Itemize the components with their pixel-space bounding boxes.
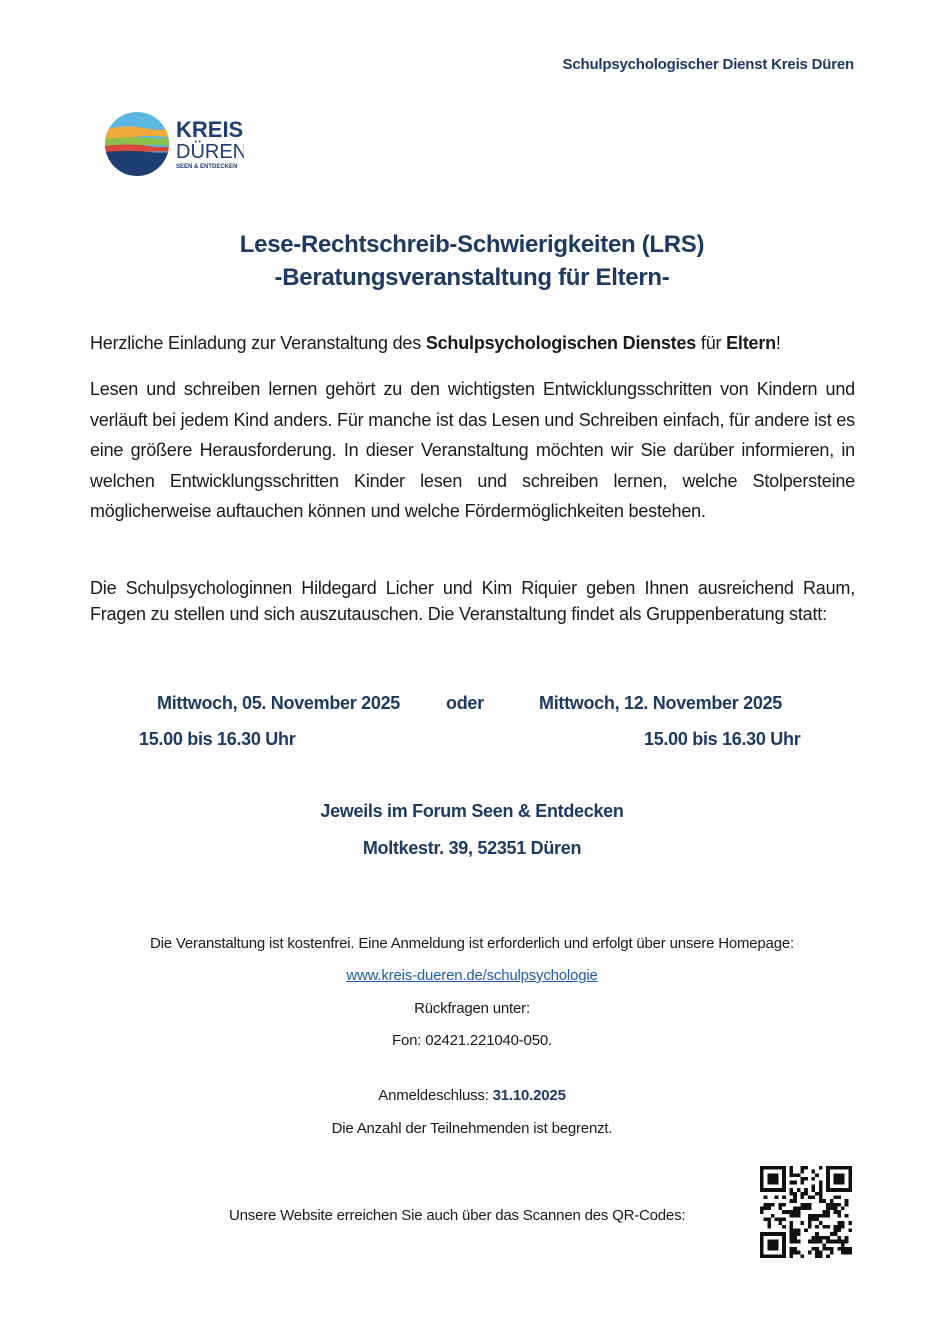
time-option-2: 15.00 bis 16.30 Uhr — [644, 729, 801, 749]
logo-text-line2: DÜREN — [176, 141, 244, 163]
venue-line1: Jeweils im Forum Seen & Entdecken — [320, 801, 624, 821]
venue-address: Moltkestr. 39, 52351 Düren — [362, 838, 582, 858]
registration-deadline — [0, 1087, 944, 1104]
logo-text-line3: SEEN & ENTDECKEN — [176, 164, 238, 170]
qr-caption: Unsere Website erreichen Sie auch über das Scannen des QR-Codes: — [229, 1207, 686, 1224]
title-line2: -Beratungsveranstaltung für Eltern- — [274, 264, 670, 291]
title-line1: Lese-Rechtschreib-Schwierigkeiten (LRS) — [239, 231, 705, 258]
intro-text: Herzliche Einladung zur Veranstaltung des — [90, 333, 426, 353]
speakers-paragraph: Die Schulpsychologinnen Hildegard Licher und Kim Riquier geben Ihnen ausreichend Raum, Fragen zu stellen und sich auszutauschen. Die Veranstaltung findet als Gruppenberatung statt: — [90, 578, 855, 624]
kreis-dueren-logo — [104, 110, 244, 180]
homepage-link[interactable]: www.kreis-dueren.de/schulpsychologie — [346, 967, 598, 984]
date-separator: oder — [446, 693, 484, 713]
intro-text: ! — [775, 333, 781, 353]
questions-label: Rückfragen unter: — [414, 1000, 530, 1017]
intro-bold-service: Schulpsychologischen Dienstes — [425, 333, 697, 353]
description-paragraph: Lesen und schreiben lernen gehört zu den wichtigsten Entwicklungsschritten von Kindern und verläuft bei jedem Kind anders. Für manche ist das Lesen und Schreiben einfach, für andere ist es eine größere Herausforderung. In dieser Veranstaltung möchten wir Sie darüber informieren, in welchen Entwicklungsschritten Kinder lesen und schreiben lernen, welche Stolpersteine möglicherweise auftauchen können und welche Fördermöglichkeiten bestehen. — [90, 379, 855, 521]
intro-paragraph — [90, 328, 855, 359]
page-title — [0, 228, 944, 294]
deadline-date: 31.10.2025 — [492, 1087, 566, 1104]
qr-code-icon[interactable] — [760, 1166, 852, 1258]
date-option-2: Mittwoch, 12. November 2025 — [539, 693, 782, 713]
intro-text: für — [696, 333, 727, 353]
date-option-1: Mittwoch, 05. November 2025 — [157, 693, 400, 713]
deadline-label: Anmeldeschluss: — [378, 1087, 493, 1104]
logo-emblem-icon — [104, 110, 244, 180]
logo-text-line1: KREIS — [176, 117, 244, 142]
intro-bold-parents: Eltern — [726, 333, 776, 353]
registration-info: Die Veranstaltung ist kostenfrei. Eine Anmeldung ist erforderlich und erfolgt über unsere Homepage: — [150, 935, 794, 952]
participant-limit: Die Anzahl der Teilnehmenden ist begrenzt. — [331, 1120, 613, 1137]
header-organization: Schulpsychologischer Dienst Kreis Düren — [562, 56, 854, 73]
phone-number: Fon: 02421.221040-050. — [392, 1032, 552, 1049]
time-option-1: 15.00 bis 16.30 Uhr — [139, 729, 296, 749]
